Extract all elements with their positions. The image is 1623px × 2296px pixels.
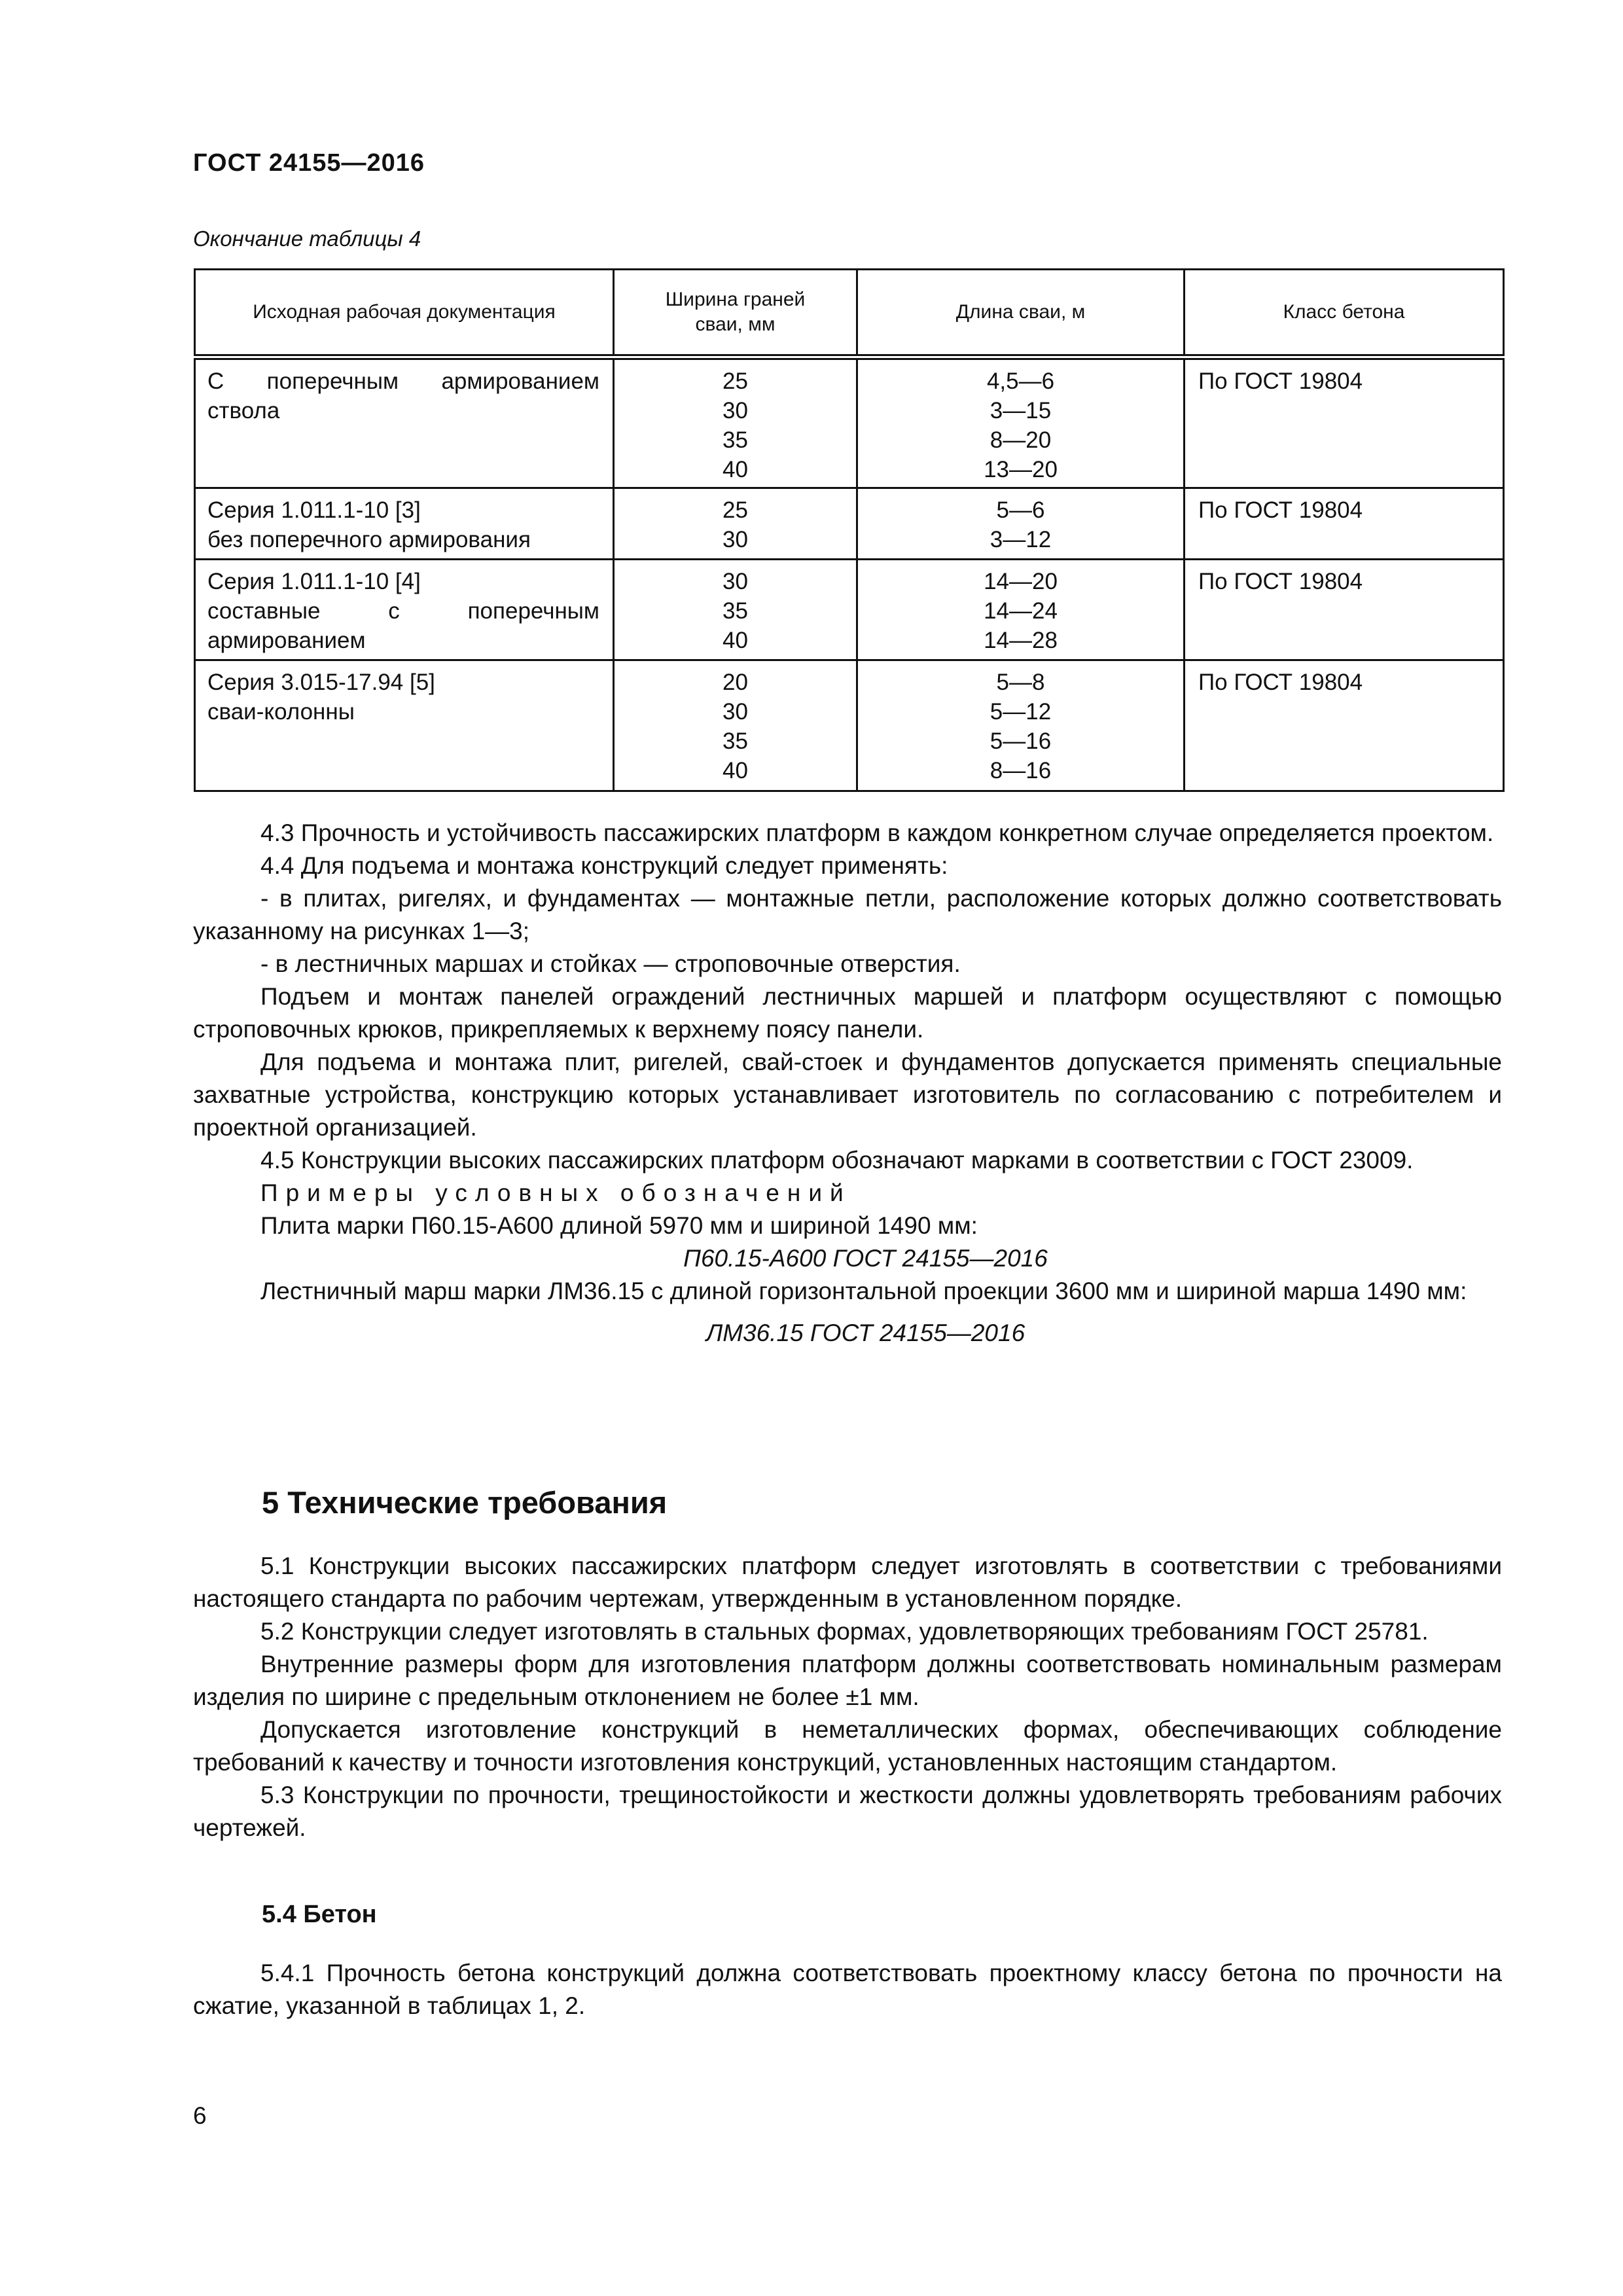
cell-line: армированием: [207, 628, 366, 653]
cell-length: [857, 488, 1185, 560]
cell-line: без поперечного армирования: [207, 527, 531, 552]
cell-line: 8—16: [990, 758, 1052, 783]
table-caption: Окончание таблицы 4: [193, 226, 421, 251]
cell-line: 30: [722, 527, 748, 552]
paragraph-4-3: 4.3 Прочность и устойчивость пассажирских платформ в каждом конкретном случае определяется проектом.: [260, 819, 1494, 846]
table-row: [195, 660, 1504, 791]
cell-line: 14—24: [984, 598, 1058, 624]
cell-line: 5—12: [990, 699, 1052, 725]
example-1-text: Плита марки П60.15-А600 длиной 5970 мм и шириной 1490 мм:: [260, 1212, 978, 1239]
document-code: ГОСТ 24155—2016: [193, 149, 425, 177]
cell-line: 35: [722, 598, 748, 624]
cell-width: [614, 357, 857, 488]
paragraph-internal-sizes: Внутренние размеры форм для изготовления платформ должны соответствовать номинальным размерам изделия по ширине с предельным отклонением не более ±1 мм.: [193, 1651, 1502, 1710]
paragraph-5-1: 5.1 Конструкции высоких пассажирских платформ следует изготовлять в соответствии с требованиями настоящего стандарта по рабочим чертежам, утвержденным в установленном порядке.: [193, 1552, 1502, 1612]
cell-line: 5—6: [996, 497, 1045, 523]
cell-concrete-class: По ГОСТ 19804: [1185, 560, 1504, 660]
column-header-length: Длина сваи, м: [857, 270, 1185, 357]
column-header-width: [614, 270, 857, 357]
bullet-mounting-loops: - в плитах, ригелях, и фундаментах — монтажные петли, расположение которых должно соответствовать указанному на рисунках 1—3;: [193, 885, 1502, 944]
cell-line: 35: [722, 728, 748, 754]
example-2-text: Лестничный марш марки ЛМ36.15 с длиной горизонтальной проекции 3600 мм и шириной марша 1490 мм:: [260, 1278, 1467, 1304]
cell-concrete-class: По ГОСТ 19804: [1185, 488, 1504, 560]
cell-documentation: [195, 560, 614, 660]
paragraph-special-devices: Для подъема и монтажа плит, ригелей, свай-стоек и фундаментов допускается применять специальные захватные устройства, конструкцию которых устанавливает изготовитель по согласованию с потребителем и проектной организацией.: [193, 1049, 1502, 1141]
cell-length: [857, 660, 1185, 791]
cell-line: 14—28: [984, 628, 1058, 653]
cell-line: 5—16: [990, 728, 1052, 754]
paragraph-5-3: 5.3 Конструкции по прочности, трещиностойкости и жесткости должны удовлетворять требованиям рабочих чертежей.: [193, 1782, 1502, 1841]
column-header-width-text: Ширина граней сваи, мм: [665, 289, 806, 335]
cell-documentation: [195, 660, 614, 791]
cell-documentation: [195, 488, 614, 560]
paragraph-5-4-1: 5.4.1 Прочность бетона конструкций должна соответствовать проектному классу бетона по прочности на сжатие, указанной в таблицах 1, 2.: [193, 1960, 1502, 2019]
paragraph-4-4: 4.4 Для подъема и монтажа конструкций следует применять:: [260, 852, 948, 879]
cell-length: [857, 560, 1185, 660]
cell-line: 13—20: [984, 457, 1058, 482]
cell-line: 25: [722, 368, 748, 394]
example-1-code: П60.15-А600 ГОСТ 24155—2016: [683, 1245, 1048, 1272]
examples-label: Примеры условных обозначений: [260, 1179, 851, 1206]
cell-line: Серия 1.011.1-10 [4]: [207, 569, 421, 594]
column-header-concrete-class: Класс бетона: [1185, 270, 1504, 357]
piles-table: [194, 268, 1505, 792]
cell-line: 8—20: [990, 427, 1052, 453]
cell-line: 40: [722, 628, 748, 653]
cell-width: [614, 488, 857, 560]
cell-line: 30: [722, 569, 748, 594]
cell-line: 14—20: [984, 569, 1058, 594]
cell-line: составные с поперечным: [207, 598, 599, 624]
cell-concrete-class: По ГОСТ 19804: [1185, 660, 1504, 791]
example-2-code: ЛМ36.15 ГОСТ 24155—2016: [705, 1319, 1026, 1346]
section-5-text: [193, 1550, 1502, 1844]
cell-line: 5—8: [996, 670, 1045, 695]
subsection-5-4-text: [193, 1957, 1502, 2022]
table-row: [195, 357, 1504, 488]
cell-line: Серия 3.015-17.94 [5]: [207, 670, 435, 695]
cell-line: 25: [722, 497, 748, 523]
section-5-heading: 5 Технические требования: [262, 1485, 668, 1520]
cell-line: 30: [722, 699, 748, 725]
paragraph-4-5: 4.5 Конструкции высоких пассажирских платформ обозначают марками в соответствии с ГОСТ 23009.: [260, 1147, 1414, 1174]
page-number: 6: [193, 2102, 207, 2129]
section-4-text: [193, 817, 1502, 1350]
cell-line: 3—15: [990, 398, 1052, 423]
cell-line: 30: [722, 398, 748, 423]
cell-line: 40: [722, 758, 748, 783]
table-row: [195, 560, 1504, 660]
cell-line: Серия 1.011.1-10 [3]: [207, 497, 421, 523]
cell-line: С поперечным армированием: [207, 368, 599, 394]
table-row: [195, 488, 1504, 560]
paragraph-panel-lifting: Подъем и монтаж панелей ограждений лестничных маршей и платформ осуществляют с помощью строповочных крюков, прикрепляемых к верхнему поясу панели.: [193, 983, 1502, 1043]
cell-line: 20: [722, 670, 748, 695]
cell-documentation: [195, 357, 614, 488]
cell-width: [614, 660, 857, 791]
bullet-sling-holes: - в лестничных маршах и стойках — строповочные отверстия.: [260, 950, 961, 977]
cell-line: 35: [722, 427, 748, 453]
cell-line: 40: [722, 457, 748, 482]
cell-width: [614, 560, 857, 660]
cell-line: ствола: [207, 398, 280, 423]
paragraph-5-2: 5.2 Конструкции следует изготовлять в стальных формах, удовлетворяющих требованиям ГОСТ 25781.: [260, 1618, 1429, 1645]
cell-line: 4,5—6: [986, 368, 1055, 394]
cell-line: 3—12: [990, 527, 1052, 552]
table-header-row: [195, 270, 1504, 357]
cell-length: [857, 357, 1185, 488]
subsection-5-4-heading: 5.4 Бетон: [262, 1901, 377, 1928]
paragraph-nonmetal-forms: Допускается изготовление конструкций в неметаллических формах, обеспечивающих соблюдение требований к качеству и точности изготовления конструкций, установленных настоящим стандартом.: [193, 1716, 1502, 1776]
cell-line: сваи-колонны: [207, 699, 355, 725]
column-header-documentation: Исходная рабочая документация: [195, 270, 614, 357]
cell-concrete-class: По ГОСТ 19804: [1185, 357, 1504, 488]
